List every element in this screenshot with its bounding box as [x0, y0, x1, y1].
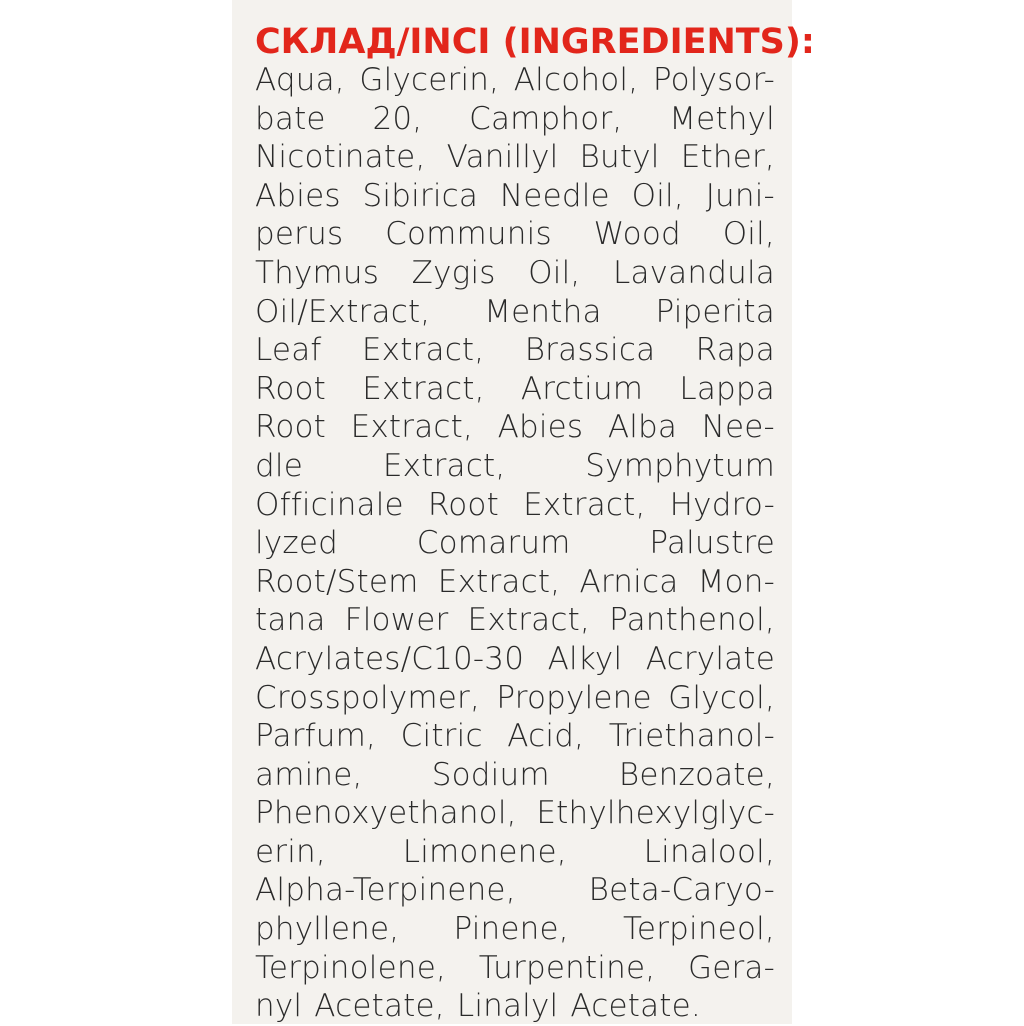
- ingredient-word: Alcohol,: [513, 62, 639, 98]
- ingredient-line: [255, 408, 775, 447]
- ingredient-word: Root: [255, 409, 327, 446]
- ingredient-word: Acetate.: [570, 988, 701, 1025]
- ingredient-word: Oil,: [528, 254, 581, 291]
- ingredient-word: Crosspolymer,: [255, 679, 481, 716]
- ingredient-word: Oil,: [631, 177, 684, 214]
- ingredient-word: nyl: [255, 988, 303, 1025]
- ingredient-line: [255, 138, 775, 177]
- ingredient-line: [255, 61, 775, 100]
- ingredient-word: Comarum: [416, 525, 571, 562]
- ingredient-line: [255, 370, 775, 409]
- ingredient-word: Linalool,: [643, 833, 775, 870]
- ingredient-line: [255, 717, 775, 756]
- ingredient-line: [255, 524, 775, 563]
- ingredient-word: Oil,: [722, 216, 775, 253]
- ingredient-word: Beta-Caryo-: [588, 872, 775, 909]
- ingredient-line: [255, 254, 775, 293]
- ingredient-word: Glycol,: [668, 679, 775, 716]
- ingredient-word: Extract,: [350, 409, 474, 446]
- ingredient-word: Polysor-: [652, 62, 775, 98]
- ingredient-word: Nee-: [701, 409, 775, 446]
- ingredient-word: Acid,: [507, 718, 585, 755]
- ingredient-word: Oil/Extract,: [255, 293, 431, 330]
- ingredient-word: Nicotinate,: [255, 139, 426, 176]
- ingredient-word: Phenoxyethanol,: [255, 795, 517, 832]
- ingredient-word: Citric: [400, 718, 483, 755]
- ingredient-word: perus: [255, 216, 344, 253]
- ingredient-word: Abies: [497, 409, 584, 446]
- ingredient-word: Abies: [255, 177, 341, 214]
- ingredient-word: Mon-: [697, 563, 775, 600]
- ingredient-word: Wood: [593, 216, 681, 253]
- ingredient-word: Lavandula: [612, 254, 775, 291]
- ingredient-line: [255, 756, 775, 795]
- ingredient-line: [255, 949, 775, 988]
- ingredient-line: [255, 486, 775, 525]
- ingredient-word: Gera-: [687, 949, 775, 986]
- ingredient-word: phyllene,: [255, 911, 400, 948]
- ingredient-line: [255, 640, 775, 679]
- ingredient-word: Alkyl: [547, 640, 623, 677]
- ingredient-line: [255, 563, 775, 602]
- ingredient-word: Sodium: [431, 756, 550, 793]
- ingredient-word: Root/Stem: [255, 563, 419, 600]
- ingredient-word: Extract,: [467, 602, 591, 639]
- ingredient-word: Limonene,: [402, 833, 567, 870]
- ingredient-word: Root: [427, 486, 499, 523]
- ingredient-line: [255, 987, 775, 1026]
- ingredient-line: [255, 293, 775, 332]
- ingredient-word: lyzed: [255, 525, 338, 562]
- ingredient-word: Hydro-: [669, 486, 775, 523]
- ingredient-word: Palustre: [649, 525, 775, 562]
- ingredient-word: Triethanol-: [608, 718, 775, 755]
- ingredient-word: Symphytum: [585, 447, 775, 484]
- ingredient-line: [255, 331, 775, 370]
- ingredient-word: Rapa: [695, 332, 775, 369]
- ingredient-word: Extract,: [523, 486, 646, 523]
- ingredient-word: Glycerin,: [359, 62, 500, 98]
- ingredient-word: Extract,: [361, 332, 485, 369]
- ingredient-line: [255, 215, 775, 254]
- ingredient-word: Lappa: [679, 370, 775, 407]
- ingredient-word: Thymus: [255, 254, 380, 291]
- ingredient-word: Root: [255, 370, 327, 407]
- ingredient-word: bate: [255, 100, 326, 137]
- ingredient-word: 20,: [372, 100, 423, 137]
- ingredient-word: Butyl: [579, 139, 660, 176]
- ingredient-word: Communis: [385, 216, 552, 253]
- ingredient-word: Leaf: [255, 332, 322, 369]
- ingredient-word: Ethylhexylglyc-: [536, 795, 775, 832]
- ingredient-word: Vanillyl: [446, 139, 559, 176]
- ingredient-line: [255, 794, 775, 833]
- ingredient-word: Terpinolene,: [255, 949, 447, 986]
- ingredient-word: Needle: [499, 177, 610, 214]
- ingredients-heading: СКЛАД/INCI (INGREDIENTS):: [255, 22, 815, 62]
- ingredient-word: Pinene,: [453, 911, 569, 948]
- ingredient-word: Propylene: [496, 679, 652, 716]
- ingredient-word: Methyl: [669, 100, 775, 137]
- ingredient-word: Arnica: [579, 563, 679, 600]
- ingredient-word: tana: [255, 602, 326, 639]
- ingredient-word: Flower: [344, 602, 449, 639]
- ingredient-line: [255, 679, 775, 718]
- ingredient-word: Arctium: [520, 370, 644, 407]
- ingredient-word: Camphor,: [469, 100, 623, 137]
- ingredient-word: Aqua,: [255, 62, 345, 98]
- ingredient-word: Zygis: [411, 254, 496, 291]
- ingredient-line: [255, 100, 775, 139]
- ingredient-word: Turpentine,: [478, 949, 656, 986]
- ingredient-word: Mentha: [484, 293, 602, 330]
- ingredient-word: dle: [255, 447, 303, 484]
- ingredient-line: [255, 177, 775, 216]
- ingredients-list: [255, 61, 775, 1026]
- ingredient-line: [255, 871, 775, 910]
- ingredient-word: Terpineol,: [623, 911, 775, 948]
- ingredient-word: Benzoate,: [618, 756, 775, 793]
- ingredient-word: Panthenol,: [609, 602, 775, 639]
- ingredient-word: Parfum,: [255, 718, 377, 755]
- ingredient-word: Extract,: [382, 447, 506, 484]
- ingredient-word: Acrylate: [645, 640, 775, 677]
- ingredient-word: Acrylates/C10-30: [255, 640, 525, 677]
- ingredient-word: Extract,: [362, 370, 485, 407]
- ingredient-word: Brassica: [524, 332, 656, 369]
- ingredient-word: Extract,: [437, 563, 561, 600]
- ingredient-line: [255, 910, 775, 949]
- ingredient-word: Piperita: [655, 293, 775, 330]
- ingredient-word: Linalyl: [456, 988, 559, 1025]
- ingredient-word: erin,: [255, 833, 326, 870]
- ingredient-word: Sibirica: [362, 177, 479, 214]
- ingredient-line: [255, 447, 775, 486]
- ingredient-line: [255, 833, 775, 872]
- ingredient-word: Officinale: [255, 486, 404, 523]
- ingredient-word: Alpha-Terpinene,: [255, 872, 516, 909]
- ingredient-word: amine,: [255, 756, 363, 793]
- ingredient-word: Alba: [607, 409, 678, 446]
- ingredient-word: Juni-: [705, 177, 775, 214]
- ingredient-line: [255, 601, 775, 640]
- ingredient-word: Ether,: [680, 139, 775, 176]
- ingredient-word: Acetate,: [314, 988, 445, 1025]
